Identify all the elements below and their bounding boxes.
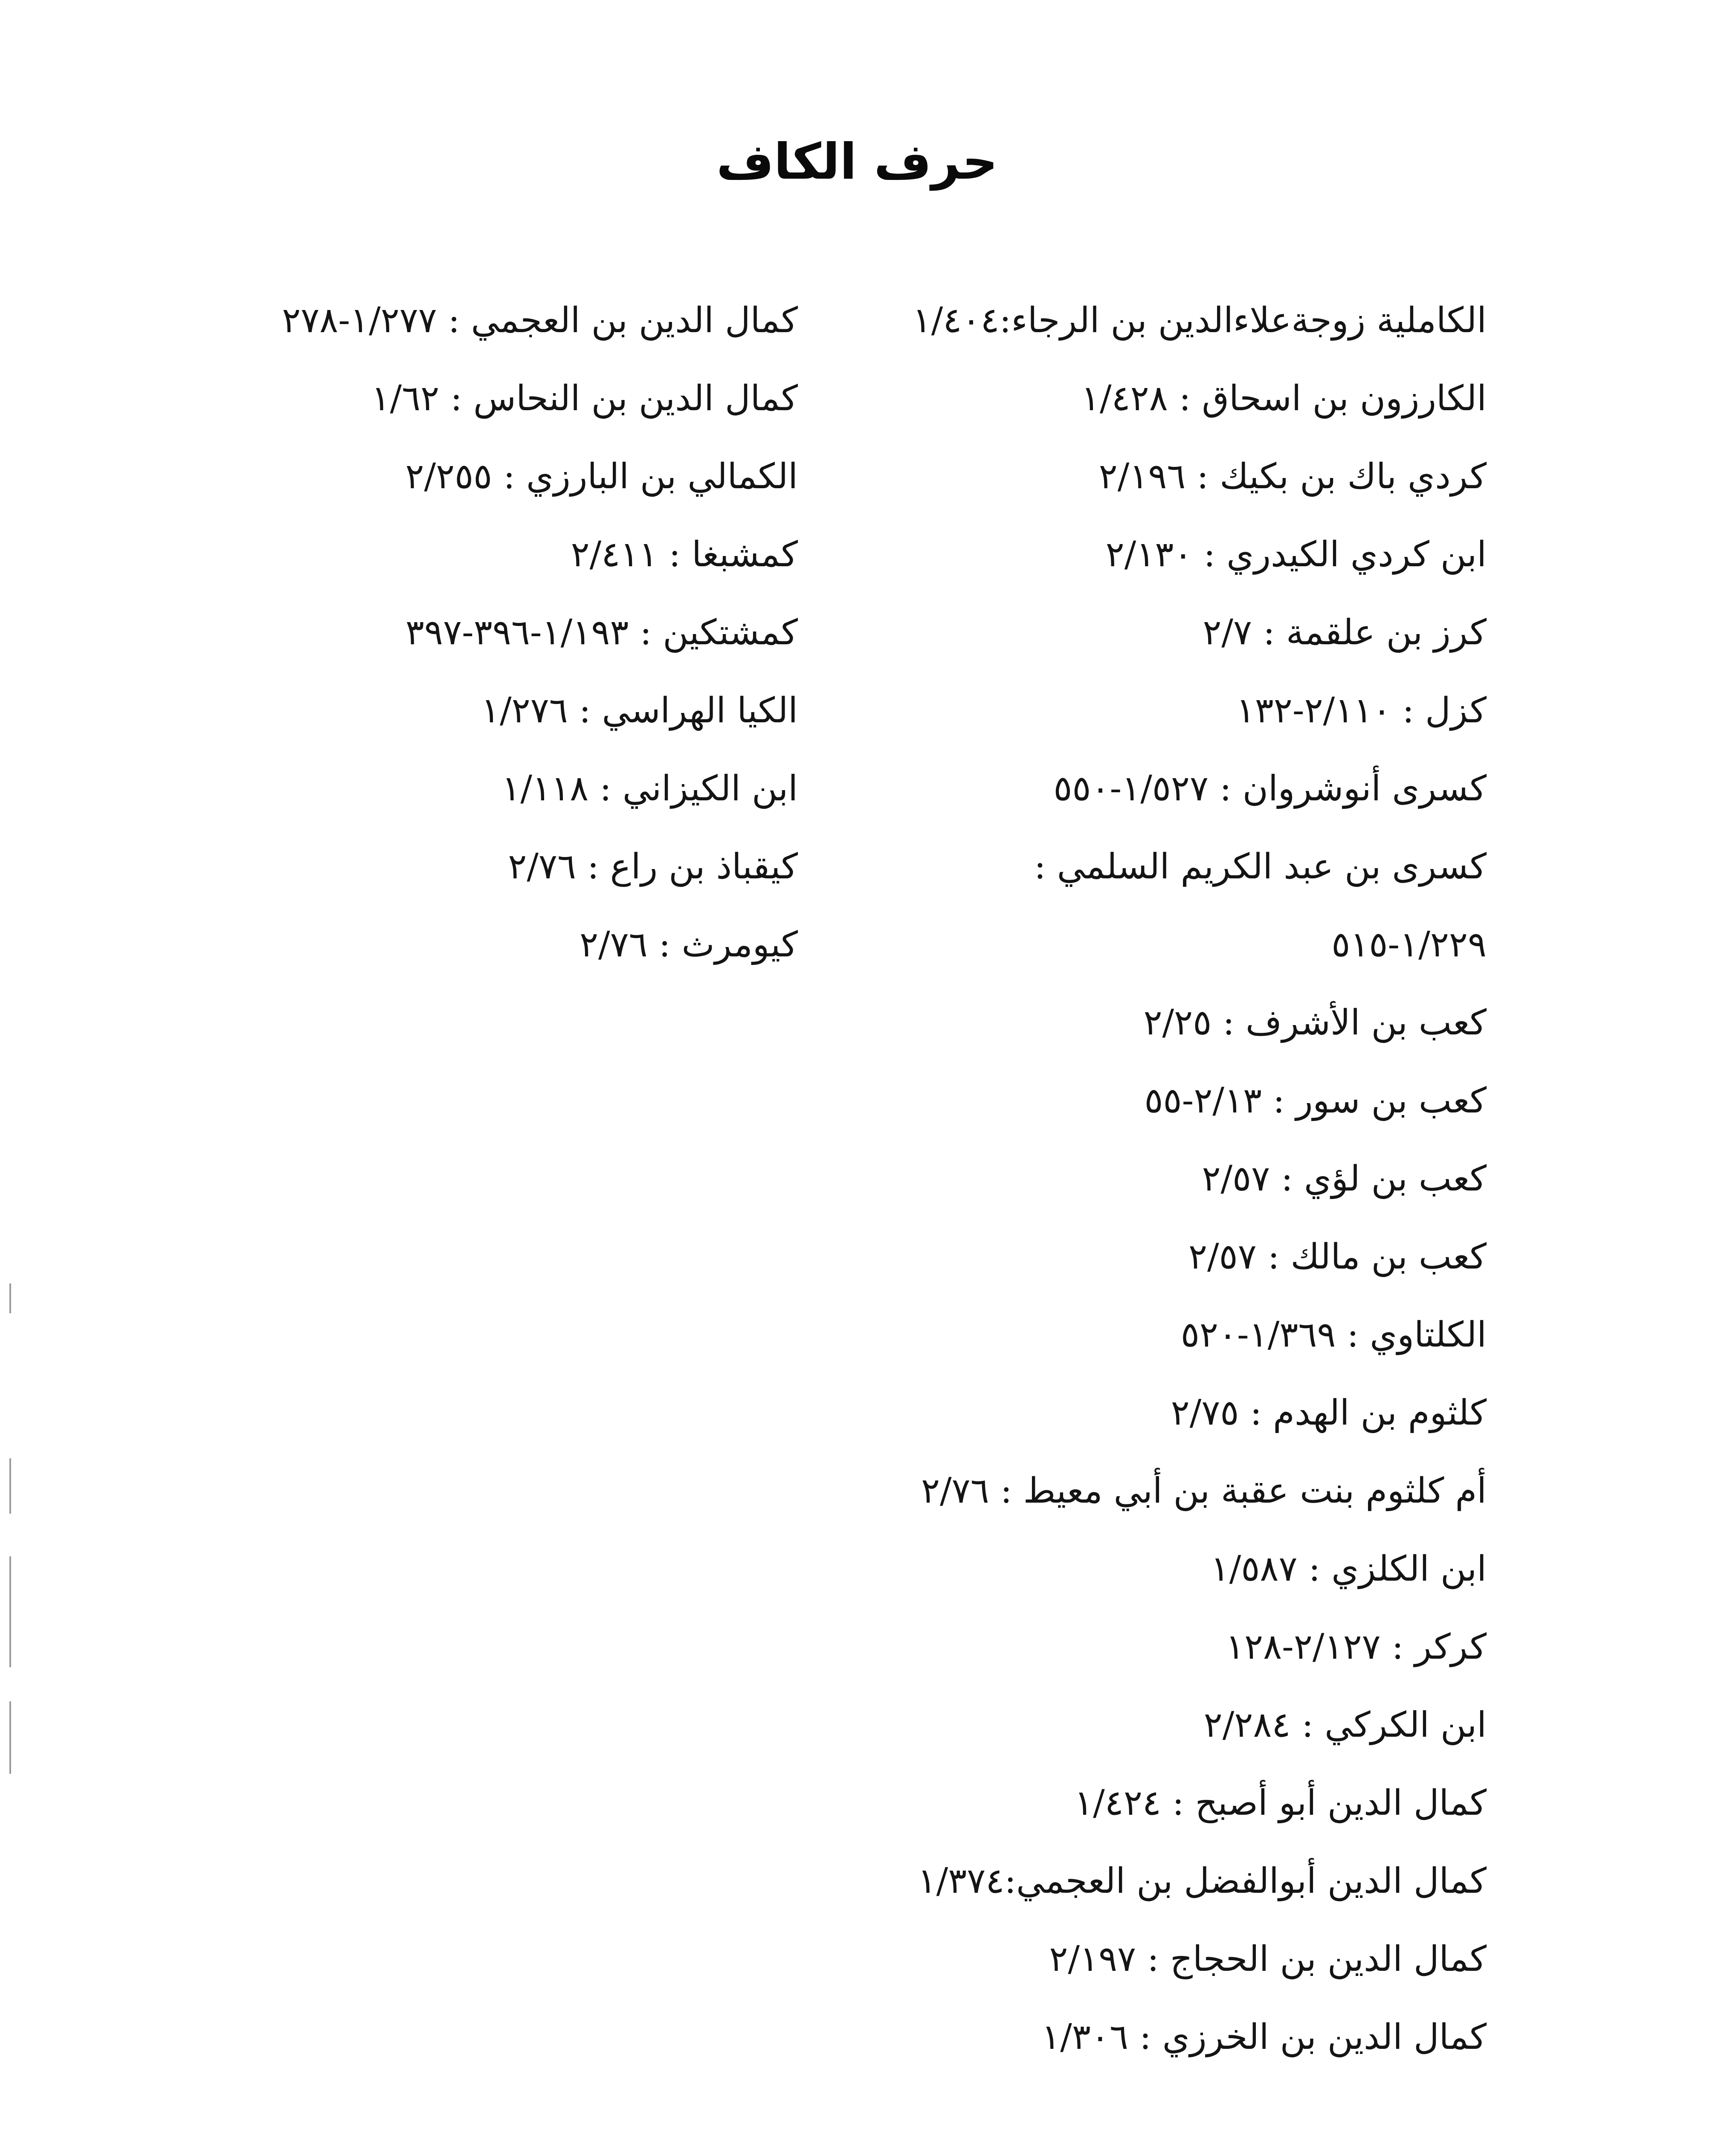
scan-edge-mark [9,1701,11,1774]
right-index-column [826,281,1487,2076]
index-entry: كمال الدين بن الخرزي : ١/٣٠٦ [1041,2017,1487,2057]
index-entry: ابن الكركي : ٢/٢٨٤ [1203,1705,1487,1745]
scan-edge-mark [9,1458,11,1514]
scan-edge-mark [9,1556,11,1667]
index-entry: كمال الدين أبوالفضل بن العجمي:١/٣٧٤ [917,1861,1487,1901]
index-entry: كزل : ٢/١١٠-١٣٢ [1236,690,1487,731]
index-entry: كمال الدين بن النحاس : ١/٦٢ [371,378,798,419]
section-title: حرف الكاف [716,133,998,191]
index-entry: ابن الكيزاني : ١/١١٨ [501,768,798,809]
index-entry: ١/٢٢٩-٥١٥ [1331,924,1487,965]
index-entry: كعب بن سور : ٢/١٣-٥٥ [1144,1080,1487,1121]
index-entry: كيومرث : ٢/٧٦ [579,924,798,965]
index-entry: الكمالي بن البارزي : ٢/٢٥٥ [405,456,798,497]
index-entry: كمشتكين : ١/١٩٣-٣٩٦-٣٩٧ [405,612,798,653]
scan-edge-mark [9,1283,11,1313]
index-entry: كعب بن مالك : ٢/٥٧ [1188,1237,1487,1277]
index-entry: كمال الدين بن العجمي : ١/٢٧٧-٢٧٨ [282,300,798,341]
left-index-column [158,281,798,984]
index-entry: كردي باك بن بكيك : ٢/١٩٦ [1098,456,1487,497]
index-entry: كركر : ٢/١٢٧-١٢٨ [1226,1627,1487,1667]
index-entry: أم كلثوم بنت عقبة بن أبي معيط : ٢/٧٦ [921,1471,1487,1511]
index-entry: كمال الدين بن الحجاج : ٢/١٩٧ [1049,1939,1487,1979]
index-entry: ابن كردي الكيدري : ٢/١٣٠ [1105,534,1487,575]
index-entry: الكاملية زوجةعلاءالدين بن الرجاء:١/٤٠٤ [912,300,1487,341]
index-entry: كيقباذ بن راع : ٢/٧٦ [508,846,798,887]
index-entry: كرز بن علقمة : ٢/٧ [1203,612,1487,653]
index-entry: كسرى أنوشروان : ١/٥٢٧-٥٥٠ [1053,768,1487,809]
index-entry: كمال الدين أبو أصبح : ١/٤٢٤ [1074,1783,1487,1823]
index-entry: ابن الكلزي : ١/٥٨٧ [1210,1549,1487,1589]
index-entry: الكارزون بن اسحاق : ١/٤٢٨ [1081,378,1487,419]
index-entry: الكلتاوي : ١/٣٦٩-٥٢٠ [1180,1315,1487,1355]
index-entry: الكيا الهراسي : ١/٢٧٦ [481,690,798,731]
index-entry: كسرى بن عبد الكريم السلمي : [1034,846,1487,887]
index-entry: كعب بن لؤي : ٢/٥٧ [1202,1159,1487,1199]
index-entry: كلثوم بن الهدم : ٢/٧٥ [1171,1393,1487,1433]
index-entry: كمشبغا : ٢/٤١١ [571,534,798,575]
index-entry: كعب بن الأشرف : ٢/٢٥ [1143,1002,1487,1043]
